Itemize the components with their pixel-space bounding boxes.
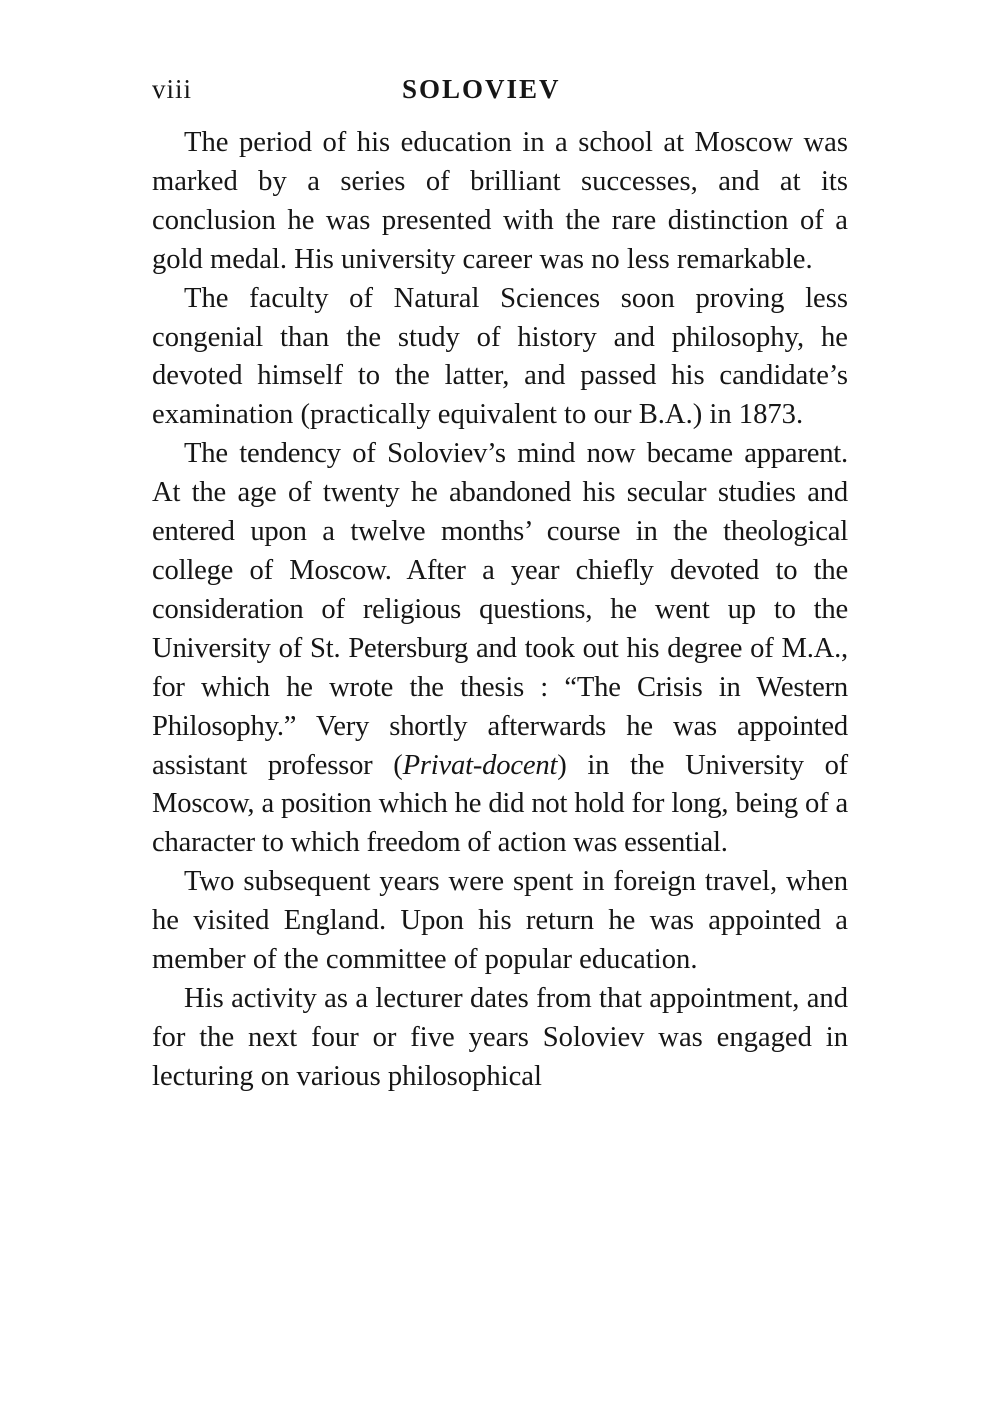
page-number: viii (152, 74, 193, 104)
italic-term: Privat-docent (402, 749, 558, 781)
running-title: SOLOVIEV (402, 74, 561, 104)
paragraph-education: The period of his education in a school at Moscow was marked by a series of brilliant successes, and at its conclusion he was presented with the rare distinction of a gold medal. His university career was no less remarkable. (152, 127, 848, 275)
body-text (152, 124, 848, 1097)
paragraph-lecturer: His activity as a lecturer dates from that appointment, and for the next four or five years Soloviev was engaged in lecturing on various philosophical (152, 982, 848, 1092)
paragraph-tendency-text: The tendency of Soloviev’s mind now became apparent. At the age of twenty he abandoned his secular studies and entered upon a twelve months’ course in the theological college of Moscow. After a year chiefly devoted to the consideration of religious questions, he went up to the University of St. Petersburg and took out his degree of M.A., for which he wrote the thesis : “The Crisis in Western Philosophy.” Very shortly afterwards he was appointed assistant professor ( (152, 438, 848, 781)
paragraph-travel: Two subsequent years were spent in foreign travel, when he visited England. Upon his return he was appointed a member of the committee of popular education. (152, 866, 848, 976)
paragraph-tendency (152, 435, 848, 863)
paragraph-faculty: The faculty of Natural Sciences soon proving less congenial than the study of history and philosophy, he devoted himself to the latter, and passed his candidate’s examination (practically equivalent to our B.A.) in 1873. (152, 282, 848, 431)
running-head (152, 74, 852, 114)
paragraph-tendency-text-end: ) in the University of Moscow, a position which he did not hold for long, being of a character to which freedom of action was essential. (152, 749, 848, 859)
